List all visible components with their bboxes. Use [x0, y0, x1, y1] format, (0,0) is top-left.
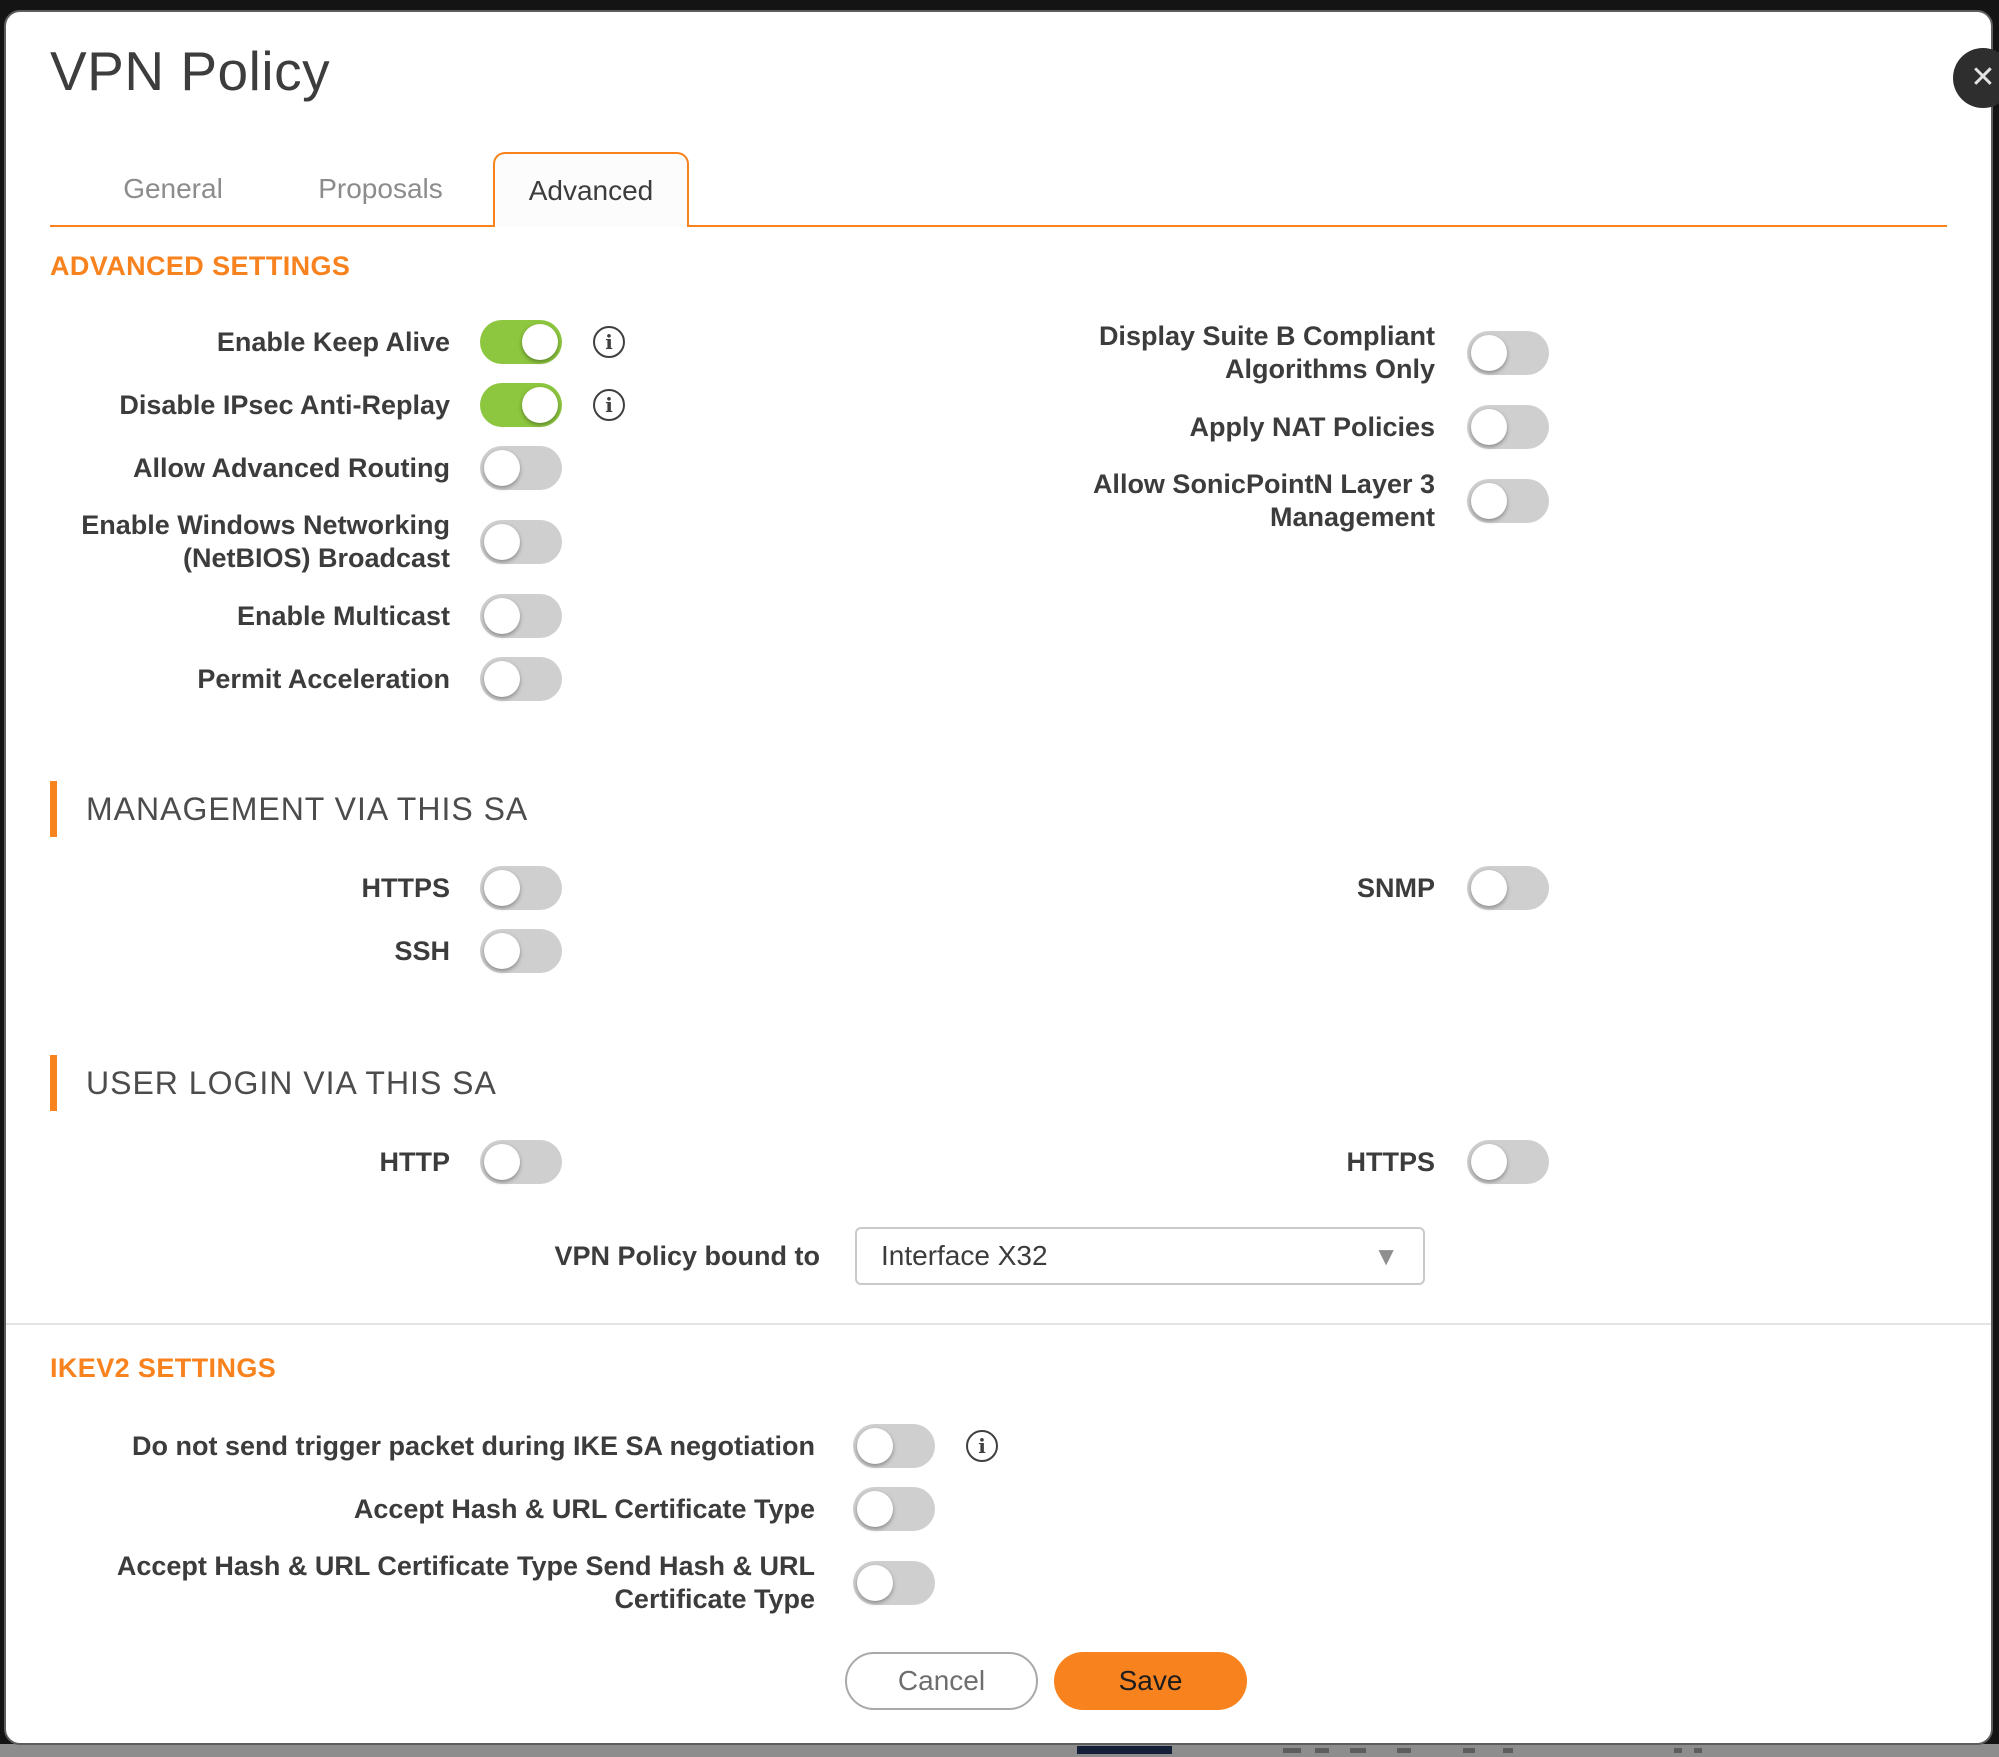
toggle-knob [484, 1144, 520, 1180]
section-heading-management-via-sa: MANAGEMENT VIA THIS SA [50, 778, 1947, 840]
permit-acceleration-toggle[interactable] [480, 657, 562, 701]
setting-row-allow-advanced-routing [50, 446, 650, 490]
info-icon[interactable]: i [593, 326, 625, 358]
setting-label: Permit Acceleration [197, 663, 450, 694]
close-icon: ✕ [1970, 61, 1996, 94]
toggle-knob [1471, 335, 1507, 371]
setting-label: HTTPS [361, 872, 450, 903]
setting-row-https-user-login [1085, 1140, 1549, 1184]
setting-row-apply-nat-policies [1085, 405, 1549, 449]
toggle-knob [484, 524, 520, 560]
tab-general[interactable]: General [123, 172, 223, 204]
toggle-knob [484, 870, 520, 906]
info-icon[interactable]: i [593, 389, 625, 421]
section-heading-ikev2-settings: IKEV2 SETTINGS [50, 1353, 277, 1383]
setting-label: Enable Keep Alive [216, 326, 450, 357]
setting-label: Accept Hash & URL Certificate Type [353, 1493, 815, 1524]
toggle-knob [1471, 870, 1507, 906]
setting-label: Display Suite B Compliant Algorithms Only [1098, 321, 1435, 384]
setting-label: Enable Windows Networking (NetBIOS) Broadcast [81, 510, 450, 573]
setting-row-no-trigger-packet [50, 1424, 1947, 1468]
setting-row-enable-windows-networking [50, 509, 650, 575]
setting-label: Do not send trigger packet during IKE SA negotiation [131, 1430, 815, 1461]
toggle-knob [857, 1565, 893, 1601]
save-button[interactable]: Save [1054, 1652, 1247, 1710]
orange-section-bar [50, 1055, 57, 1111]
enable-multicast-toggle[interactable] [480, 594, 562, 638]
no-trigger-packet-toggle[interactable] [853, 1424, 935, 1468]
toggle-knob [522, 387, 558, 423]
setting-label: Allow SonicPointN Layer 3 Management [1092, 469, 1435, 532]
background-page-strip [0, 1744, 1999, 1757]
toggle-knob [1471, 1144, 1507, 1180]
setting-label: HTTPS [1346, 1146, 1435, 1177]
toggle-knob [522, 324, 558, 360]
toggle-knob [484, 450, 520, 486]
vpn-policy-bound-to-select[interactable] [855, 1227, 1425, 1285]
toggle-knob [857, 1428, 893, 1464]
ssh-management-toggle[interactable] [480, 929, 562, 973]
display-suite-b-toggle[interactable] [1467, 331, 1549, 375]
setting-row-enable-multicast [50, 594, 650, 638]
management-columns [50, 866, 1947, 992]
snmp-management-toggle[interactable] [1467, 866, 1549, 910]
setting-label: Disable IPsec Anti-Replay [119, 389, 450, 420]
https-user-login-toggle[interactable] [1467, 1140, 1549, 1184]
http-user-login-toggle[interactable] [480, 1140, 562, 1184]
setting-row-accept-hash-url [50, 1487, 1947, 1531]
setting-row-http-user-login [50, 1140, 650, 1184]
setting-row-ssh-management [50, 929, 650, 973]
ikev2-rows [50, 1424, 1947, 1616]
cancel-button[interactable]: Cancel [845, 1652, 1038, 1710]
background-navy-bar [1077, 1746, 1172, 1754]
setting-row-enable-keep-alive [50, 320, 650, 364]
setting-label: HTTP [379, 1146, 450, 1177]
apply-nat-policies-toggle[interactable] [1467, 405, 1549, 449]
enable-windows-networking-toggle[interactable] [480, 520, 562, 564]
section-heading-advanced-settings: ADVANCED SETTINGS [50, 251, 351, 281]
section-divider [6, 1323, 1991, 1325]
user-login-columns [50, 1140, 1947, 1203]
vpn-policy-bound-to-label: VPN Policy bound to [554, 1240, 820, 1271]
setting-row-allow-sonicpointn [1085, 468, 1549, 534]
setting-row-snmp-management [1085, 866, 1549, 910]
page-title: VPN Policy [50, 40, 331, 102]
toggle-knob [484, 661, 520, 697]
accept-send-hash-url-toggle[interactable] [853, 1561, 935, 1605]
toggle-knob [1471, 409, 1507, 445]
allow-sonicpointn-toggle[interactable] [1467, 479, 1549, 523]
tab-advanced[interactable]: Advanced [493, 152, 689, 227]
setting-label: Apply NAT Policies [1189, 411, 1435, 442]
enable-keep-alive-toggle[interactable] [480, 320, 562, 364]
selected-interface-value: Interface X32 [881, 1240, 1048, 1271]
setting-row-disable-ipsec-anti-replay [50, 383, 650, 427]
setting-label: SNMP [1356, 872, 1435, 903]
section-heading-user-login-via-sa: USER LOGIN VIA THIS SA [50, 1052, 1947, 1114]
setting-label: SSH [394, 935, 450, 966]
orange-section-bar [50, 781, 57, 837]
toggle-knob [484, 598, 520, 634]
tab-bar [50, 152, 1947, 227]
toggle-knob [857, 1491, 893, 1527]
toggle-knob [484, 933, 520, 969]
toggle-knob [1471, 483, 1507, 519]
vpn-policy-bound-to-row [50, 1227, 1947, 1285]
advanced-settings-columns [50, 320, 1947, 720]
setting-row-permit-acceleration [50, 657, 650, 701]
tab-proposals[interactable]: Proposals [318, 172, 443, 204]
chevron-down-icon: ▼ [1373, 1241, 1399, 1271]
dialog-footer [50, 1652, 1947, 1710]
setting-row-display-suite-b [1085, 320, 1549, 386]
setting-row-accept-send-hash-url [50, 1550, 1947, 1616]
disable-ipsec-anti-replay-toggle[interactable] [480, 383, 562, 427]
setting-label: Allow Advanced Routing [133, 452, 450, 483]
accept-hash-url-toggle[interactable] [853, 1487, 935, 1531]
allow-advanced-routing-toggle[interactable] [480, 446, 562, 490]
setting-label: Accept Hash & URL Certificate Type Send Hash & URL Certificate Type [116, 1551, 815, 1614]
setting-row-https-management [50, 866, 650, 910]
setting-label: Enable Multicast [236, 600, 450, 631]
vpn-policy-dialog [4, 10, 1996, 1745]
info-icon[interactable]: i [966, 1430, 998, 1462]
https-management-toggle[interactable] [480, 866, 562, 910]
